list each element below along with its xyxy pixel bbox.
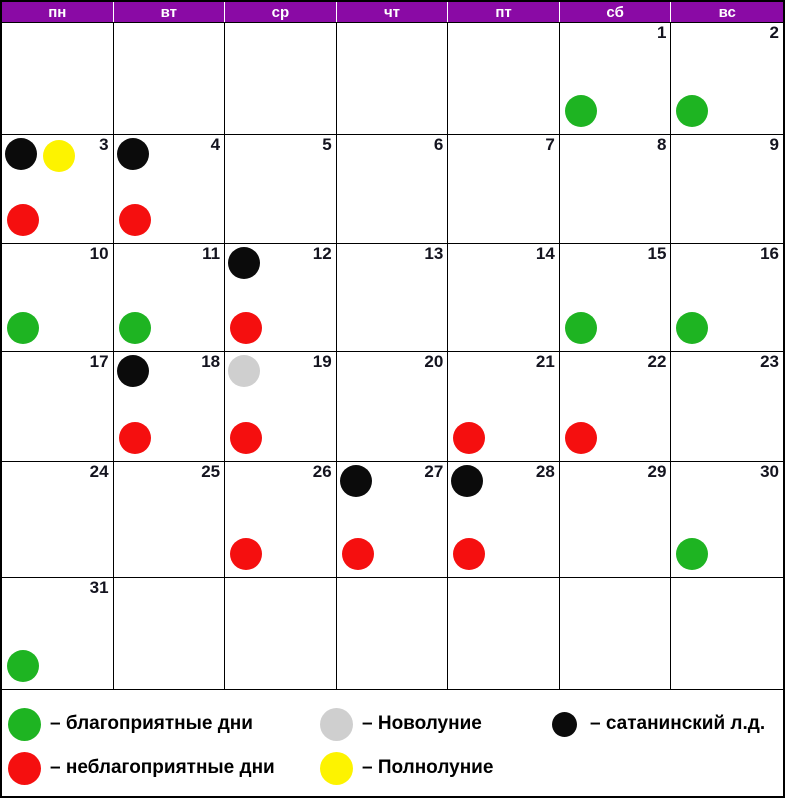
day-cell-2 bbox=[671, 23, 783, 135]
week-row-4 bbox=[2, 352, 783, 462]
day-cell-5 bbox=[225, 135, 337, 244]
day-cell-10 bbox=[2, 244, 114, 352]
legend-item-unfavorable bbox=[8, 752, 320, 785]
empty-cell bbox=[337, 578, 449, 690]
day-number: 4 bbox=[210, 135, 221, 154]
day-number: 5 bbox=[322, 135, 332, 154]
favorable-day-dot bbox=[565, 95, 597, 127]
day-number: 22 bbox=[647, 352, 667, 371]
day-cell-26 bbox=[225, 462, 337, 578]
day-cell-14 bbox=[448, 244, 560, 352]
week-row-5 bbox=[2, 462, 783, 578]
day-number: 27 bbox=[424, 462, 444, 481]
weekday-label-1: пн bbox=[2, 2, 114, 22]
day-cell-31 bbox=[2, 578, 114, 690]
day-number: 26 bbox=[312, 462, 332, 481]
day-cell-8 bbox=[560, 135, 672, 244]
legend-label-full-moon: – Полнолуние bbox=[362, 757, 494, 778]
day-cell-3 bbox=[2, 135, 114, 244]
unfavorable-day-dot bbox=[8, 752, 41, 785]
day-cell-20 bbox=[337, 352, 449, 462]
day-cell-16 bbox=[671, 244, 783, 352]
satanic-day-dot bbox=[552, 712, 577, 737]
empty-cell bbox=[671, 578, 783, 690]
favorable-day-dot bbox=[676, 538, 708, 570]
day-number: 29 bbox=[647, 462, 667, 481]
favorable-day-dot bbox=[565, 312, 597, 344]
legend-item-satanic-day bbox=[548, 712, 783, 737]
day-number: 23 bbox=[760, 352, 779, 371]
week-row-1 bbox=[2, 23, 783, 135]
day-cell-7 bbox=[448, 135, 560, 244]
favorable-day-dot bbox=[119, 312, 151, 344]
day-number: 1 bbox=[656, 23, 667, 42]
empty-cell bbox=[2, 23, 114, 135]
week-row-3 bbox=[2, 244, 783, 352]
day-number: 11 bbox=[202, 244, 221, 263]
empty-cell bbox=[337, 23, 449, 135]
full-moon-dot bbox=[320, 752, 353, 785]
unfavorable-day-dot bbox=[230, 422, 262, 454]
week-row-2 bbox=[2, 135, 783, 244]
legend-label-new-moon: – Новолуние bbox=[362, 713, 482, 734]
full-moon-dot bbox=[43, 140, 75, 172]
day-cell-9 bbox=[671, 135, 783, 244]
legend-label-unfavorable: – неблагоприятные дни bbox=[50, 757, 275, 778]
empty-cell bbox=[114, 578, 226, 690]
day-number: 7 bbox=[545, 135, 555, 154]
day-number: 24 bbox=[89, 462, 109, 481]
day-number: 18 bbox=[201, 352, 221, 371]
satanic-day-dot bbox=[228, 247, 260, 279]
week-row-6 bbox=[2, 578, 783, 690]
day-number: 19 bbox=[312, 352, 332, 371]
legend-label-favorable: – благоприятные дни bbox=[50, 713, 253, 734]
unfavorable-day-dot bbox=[565, 422, 597, 454]
legend bbox=[2, 690, 783, 796]
day-cell-22 bbox=[560, 352, 672, 462]
day-cell-24 bbox=[2, 462, 114, 578]
satanic-day-dot bbox=[117, 355, 149, 387]
unfavorable-day-dot bbox=[119, 204, 151, 236]
unfavorable-day-dot bbox=[453, 422, 485, 454]
favorable-day-dot bbox=[676, 312, 708, 344]
weekday-label-6: сб bbox=[560, 2, 672, 22]
day-cell-23 bbox=[671, 352, 783, 462]
new-moon-dot bbox=[320, 708, 353, 741]
satanic-day-dot bbox=[117, 138, 149, 170]
day-number: 13 bbox=[424, 244, 444, 263]
day-cell-6 bbox=[337, 135, 449, 244]
day-cell-11 bbox=[114, 244, 226, 352]
day-cell-1 bbox=[560, 23, 672, 135]
weekday-header bbox=[2, 2, 783, 23]
empty-cell bbox=[225, 23, 337, 135]
day-number: 8 bbox=[656, 135, 667, 154]
day-cell-27 bbox=[337, 462, 449, 578]
day-number: 12 bbox=[312, 244, 332, 263]
day-cell-12 bbox=[225, 244, 337, 352]
favorable-day-dot bbox=[7, 650, 39, 682]
day-cell-4 bbox=[114, 135, 226, 244]
unfavorable-day-dot bbox=[7, 204, 39, 236]
empty-cell bbox=[114, 23, 226, 135]
favorable-day-dot bbox=[7, 312, 39, 344]
day-number: 28 bbox=[535, 462, 555, 481]
legend-label-satanic-day: – сатанинский л.д. bbox=[590, 713, 766, 734]
weekday-label-4: чт bbox=[337, 2, 449, 22]
satanic-day-dot bbox=[340, 465, 372, 497]
day-cell-21 bbox=[448, 352, 560, 462]
day-cell-19 bbox=[225, 352, 337, 462]
day-cell-17 bbox=[2, 352, 114, 462]
unfavorable-day-dot bbox=[453, 538, 485, 570]
day-cell-15 bbox=[560, 244, 672, 352]
empty-cell bbox=[448, 578, 560, 690]
empty-cell bbox=[560, 578, 672, 690]
weekday-label-2: вт bbox=[114, 2, 226, 22]
day-number: 15 bbox=[647, 244, 667, 263]
favorable-day-dot bbox=[676, 95, 708, 127]
empty-cell bbox=[448, 23, 560, 135]
day-number: 21 bbox=[535, 352, 555, 371]
satanic-day-dot bbox=[451, 465, 483, 497]
day-number: 6 bbox=[433, 135, 444, 154]
legend-item-full-moon bbox=[320, 752, 548, 785]
unfavorable-day-dot bbox=[119, 422, 151, 454]
legend-item-new-moon bbox=[320, 708, 548, 741]
calendar-grid bbox=[2, 23, 783, 690]
new-moon-dot bbox=[228, 355, 260, 387]
day-cell-13 bbox=[337, 244, 449, 352]
weekday-label-3: ср bbox=[225, 2, 337, 22]
day-number: 16 bbox=[760, 244, 779, 263]
weekday-label-5: пт bbox=[448, 2, 560, 22]
day-number: 9 bbox=[769, 135, 779, 154]
unfavorable-day-dot bbox=[230, 312, 262, 344]
legend-item-favorable bbox=[8, 708, 320, 741]
day-number: 10 bbox=[89, 244, 109, 263]
weekday-label-7: вс bbox=[671, 2, 783, 22]
day-cell-30 bbox=[671, 462, 783, 578]
day-number: 30 bbox=[760, 462, 779, 481]
day-cell-28 bbox=[448, 462, 560, 578]
day-number: 2 bbox=[769, 23, 779, 42]
unfavorable-day-dot bbox=[342, 538, 374, 570]
day-cell-25 bbox=[114, 462, 226, 578]
day-number: 3 bbox=[99, 135, 109, 154]
day-number: 25 bbox=[201, 462, 221, 481]
day-number: 17 bbox=[89, 352, 109, 371]
satanic-day-dot bbox=[5, 138, 37, 170]
day-number: 20 bbox=[424, 352, 444, 371]
empty-cell bbox=[225, 578, 337, 690]
unfavorable-day-dot bbox=[230, 538, 262, 570]
day-number: 14 bbox=[535, 244, 555, 263]
day-cell-29 bbox=[560, 462, 672, 578]
favorable-day-dot bbox=[8, 708, 41, 741]
day-cell-18 bbox=[114, 352, 226, 462]
day-number: 31 bbox=[89, 578, 109, 597]
